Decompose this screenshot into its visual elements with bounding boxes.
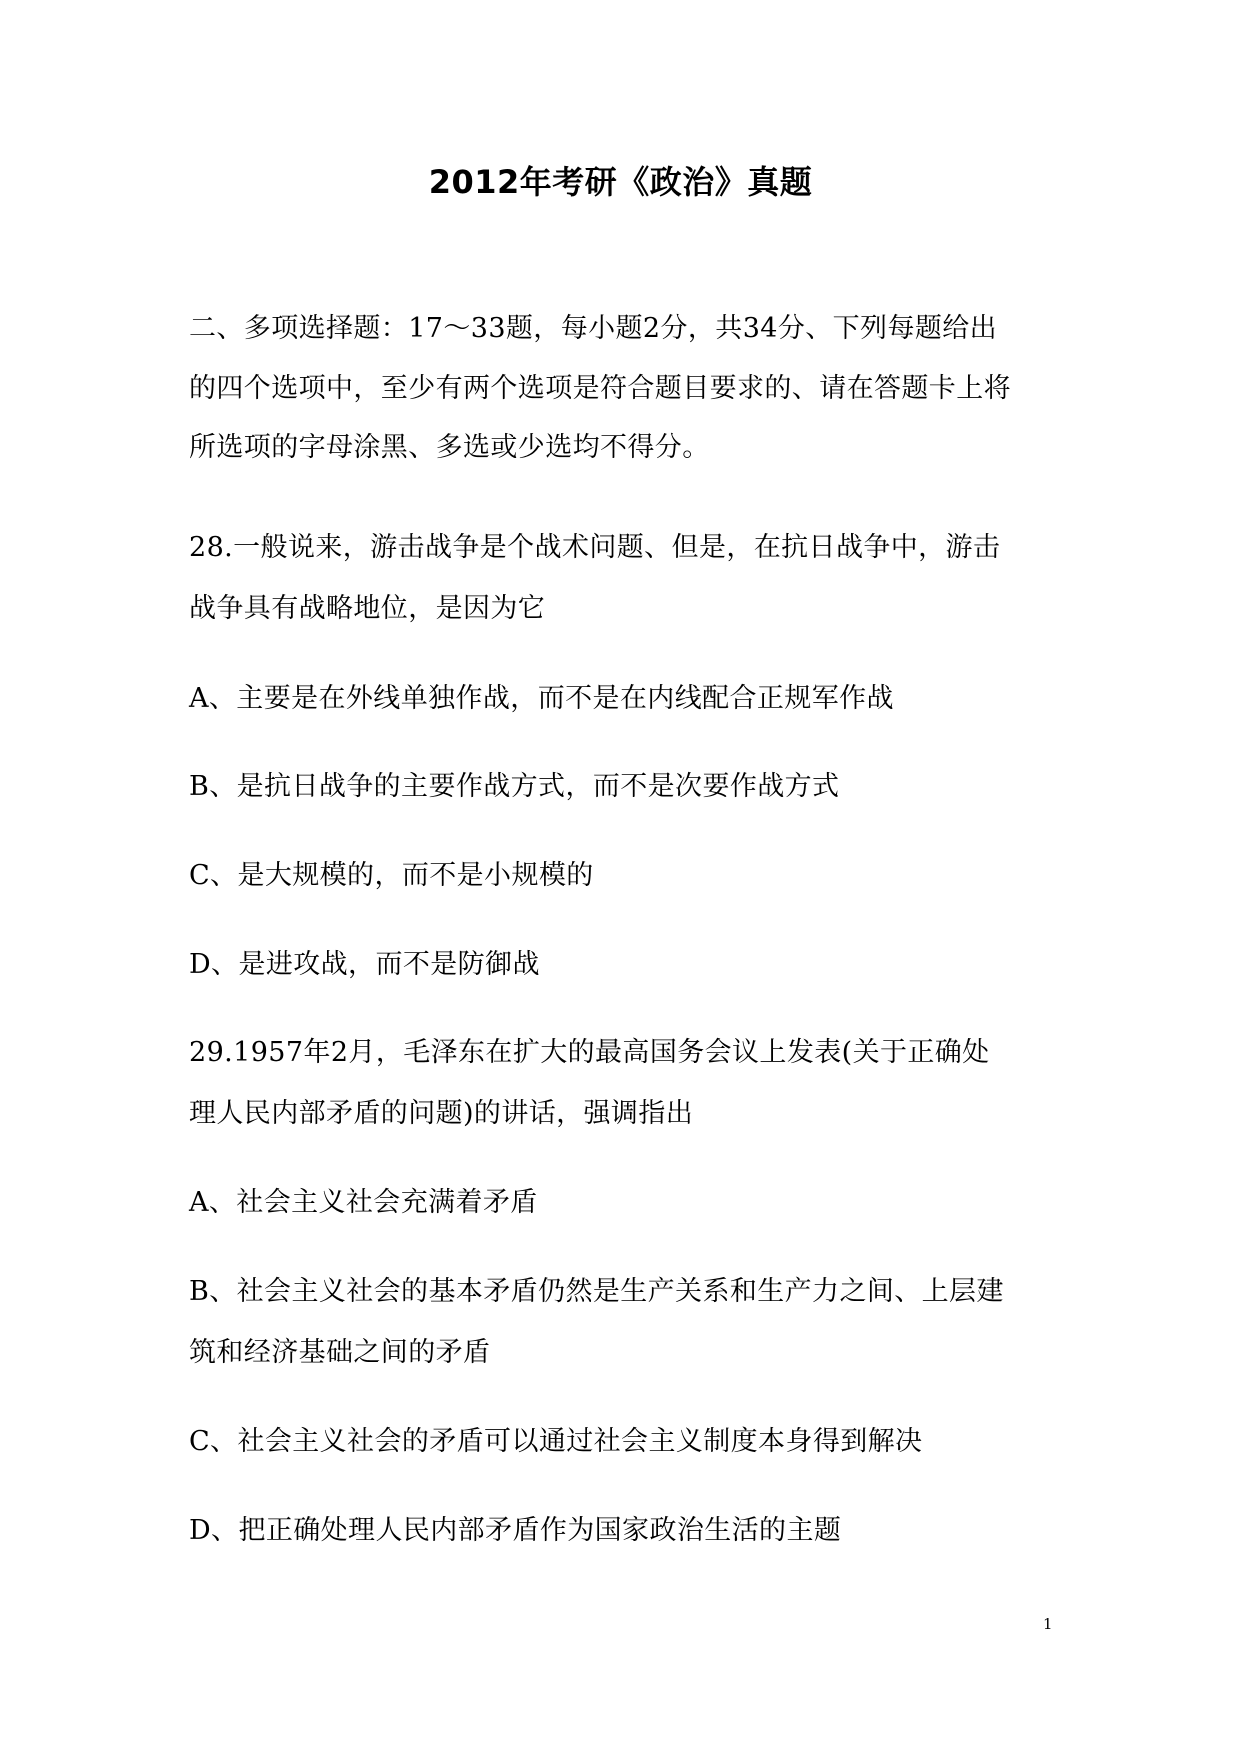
option-a: A、主要是在外线单独作战，而不是在内线配合正规军作战	[189, 683, 894, 714]
option-b: B、社会主义社会的基本矛盾仍然是生产关系和生产力之间、上层建	[189, 1276, 1004, 1307]
document-title: 2012年考研《政治》真题	[428, 163, 813, 201]
option-c: C、是大规模的，而不是小规模的	[189, 860, 594, 891]
instruction-line: 二、多项选择题：17～33题，每小题2分，共34分、下列每题给出	[189, 313, 998, 344]
option-d: D、把正确处理人民内部矛盾作为国家政治生活的主题	[189, 1515, 842, 1546]
option-c: C、社会主义社会的矛盾可以通过社会主义制度本身得到解决	[189, 1426, 923, 1457]
page-number: 1	[1043, 1615, 1053, 1633]
option-d: D、是进攻战，而不是防御战	[189, 949, 540, 980]
question-stem-line: 29.1957年2月，毛泽东在扩大的最高国务会议上发表(关于正确处	[189, 1037, 990, 1068]
question-stem-line: 理人民内部矛盾的问题)的讲话，强调指出	[189, 1098, 694, 1129]
option-b: B、是抗日战争的主要作战方式，而不是次要作战方式	[189, 771, 840, 802]
question-stem-line: 28.一般说来，游击战争是个战术问题、但是，在抗日战争中，游击	[189, 532, 1001, 563]
option-b-continuation: 筑和经济基础之间的矛盾	[189, 1337, 491, 1368]
instruction-line: 所选项的字母涂黑、多选或少选均不得分。	[189, 432, 710, 463]
option-a: A、社会主义社会充满着矛盾	[189, 1187, 538, 1218]
instruction-line: 的四个选项中，至少有两个选项是符合题目要求的、请在答题卡上将	[189, 373, 1011, 404]
question-stem-line: 战争具有战略地位，是因为它	[189, 593, 546, 624]
